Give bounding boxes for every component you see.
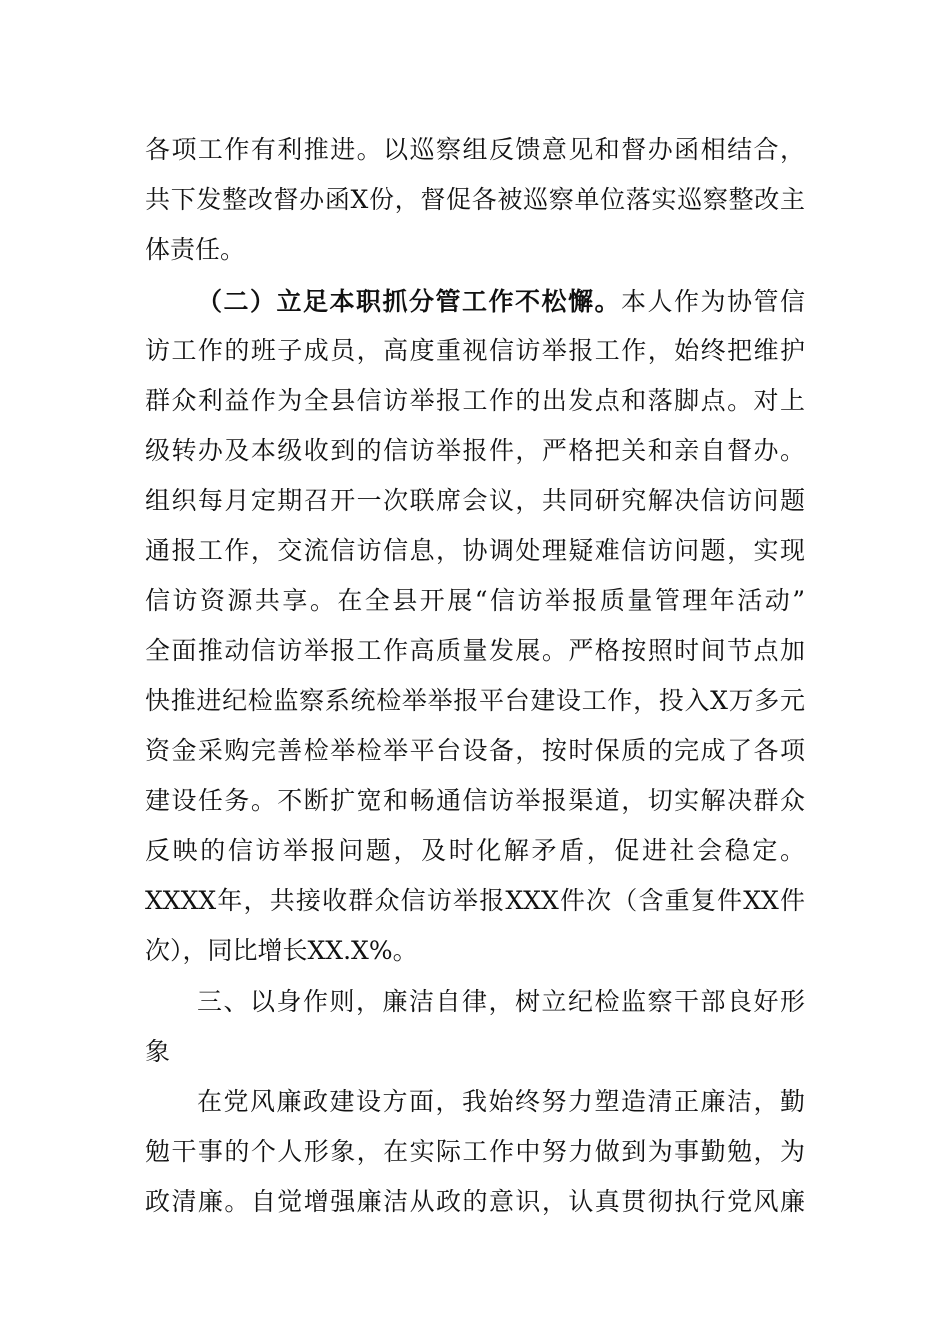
paragraph-line: 通报工作，交流信访信息，协调处理疑难信访问题，实现 (145, 536, 805, 565)
chapter-heading-line: 象 (145, 1037, 171, 1066)
paragraph-line: 建设任务。不断扩宽和畅通信访举报渠道，切实解决群众 (145, 786, 805, 815)
section-heading-line (197, 282, 805, 322)
chapter-heading-line: 三、以身作则，廉洁自律，树立纪检监察干部良好形 (197, 987, 805, 1016)
paragraph-line: 各项工作有利推进。以巡察组反馈意见和督办函相结合， (145, 135, 805, 164)
paragraph-line: XXXX年，共接收群众信访举报XXX件次（含重复件XX件 (145, 886, 805, 915)
paragraph-line: 次），同比增长XX.X%。 (145, 936, 418, 965)
paragraph-line: 访工作的班子成员，高度重视信访举报工作，始终把维护 (145, 336, 805, 365)
paragraph-line: 体责任。 (145, 235, 246, 264)
paragraph-line: 共下发整改督办函X份，督促各被巡察单位落实巡察整改主 (145, 185, 805, 214)
paragraph-line: 群众利益作为全县信访举报工作的出发点和落脚点。对上 (145, 386, 805, 415)
section-heading-bold: （二）立足本职抓分管工作不松懈。 (197, 287, 621, 316)
paragraph-line: 勉干事的个人形象，在实际工作中努力做到为事勤勉，为 (145, 1137, 805, 1166)
section-heading-rest: 本人作为协管信 (620, 287, 805, 316)
paragraph-line: 全面推动信访举报工作高质量发展。严格按照时间节点加 (145, 636, 805, 665)
paragraph-line: 反映的信访举报问题，及时化解矛盾，促进社会稳定。 (145, 836, 805, 865)
paragraph-line: 信访资源共享。在全县开展“信访举报质量管理年活动” (145, 586, 805, 615)
paragraph-line: 政清廉。自觉增强廉洁从政的意识，认真贯彻执行党风廉 (145, 1187, 805, 1216)
paragraph-line: 级转办及本级收到的信访举报件，严格把关和亲自督办。 (145, 436, 805, 465)
paragraph-line: 快推进纪检监察系统检举举报平台建设工作，投入X万多元 (145, 686, 805, 715)
paragraph-line: 在党风廉政建设方面，我始终努力塑造清正廉洁，勤 (197, 1087, 805, 1116)
paragraph-line: 资金采购完善检举检举平台设备，按时保质的完成了各项 (145, 736, 805, 765)
paragraph-line: 组织每月定期召开一次联席会议，共同研究解决信访问题 (145, 486, 805, 515)
